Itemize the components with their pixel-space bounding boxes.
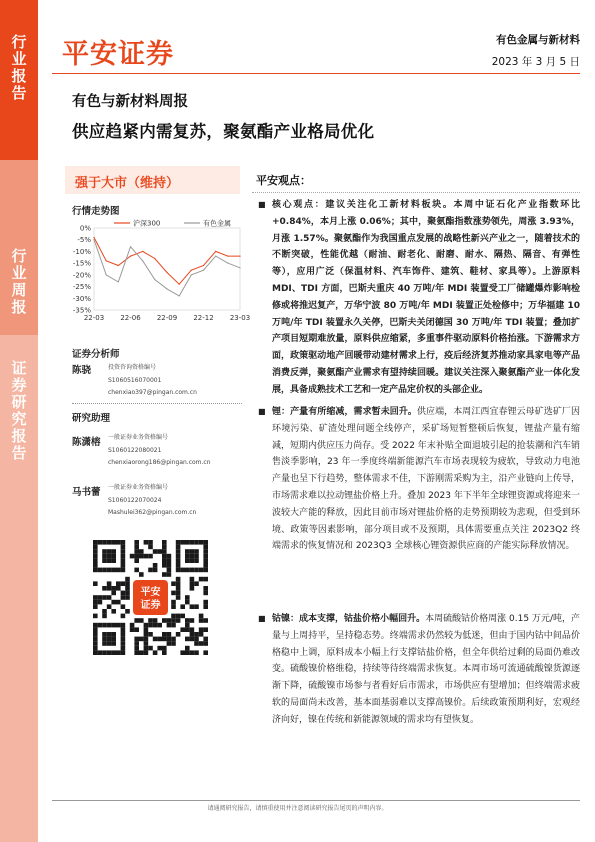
- side-label-securities-research: [0, 335, 38, 842]
- series-point: [203, 270, 204, 271]
- series-point: [191, 270, 192, 271]
- view-paragraph-lithium: [258, 404, 580, 604]
- series-point: [239, 267, 240, 268]
- view-text: 本周硫酸钴价格周涨 0.15 万元/吨，产量与上周持平，呈持稳态势。终端需求仍然较为低迷，但由于国内钴中间品价格稳中上调，原料成本小幅上行支撑钴盐价格，但全年供给过剩的局面仍难改变。硫酸镍价格维稳，持续等待终端需求恢复。本周市场可流通硫酸镍货源逐渐下降，硫酸镍市场参与者看好后市需求，市场供应有望增加；但终端需求疲软的局面尚未改善，基本面基弱难以支撑高镍价。后续政策预期利好，宏观经济向好，镍在传统和新能源领域的需求均有望恢复。: [272, 614, 580, 725]
- view-lead: 锂：产量有所缩减，需求暂未回升。: [272, 407, 417, 417]
- views-title: 平安观点：: [256, 174, 311, 187]
- section-divider: [72, 403, 242, 404]
- report-headline: 供应趋紧内需复苏，聚氨酯产业格局优化: [72, 122, 375, 141]
- series-point: [179, 284, 180, 285]
- legend-label: 有色金属: [203, 219, 231, 228]
- view-body: [272, 404, 580, 555]
- bullet-icon: ■: [258, 407, 266, 416]
- brand-logo: 平安证券: [62, 39, 174, 70]
- assistant-cert-number: S1060122080021: [108, 446, 162, 454]
- analyst-email[interactable]: chenxiao397@pingan.com.cn: [108, 389, 197, 396]
- y-tick-label: 0%: [79, 224, 91, 233]
- series-point: [154, 279, 155, 280]
- series-point: [93, 237, 94, 238]
- qr-logo-text-2: 证券: [140, 600, 161, 611]
- series-point: [203, 265, 204, 266]
- assistant-cert-number: S1060122070024: [108, 496, 162, 504]
- side-strip: [0, 0, 38, 842]
- x-tick-label: 22-06: [120, 314, 141, 322]
- series-point: [227, 256, 228, 257]
- x-tick-label: 23-03: [229, 314, 251, 322]
- series-point: [118, 281, 119, 282]
- y-tick-label: -5%: [77, 236, 91, 245]
- qr-logo-text-1: 平安: [140, 587, 161, 598]
- series-point: [130, 256, 131, 257]
- series-point: [118, 265, 119, 266]
- assistant-email[interactable]: chenxiaorong186@pingan.com.cn: [108, 459, 211, 466]
- series-line: [94, 240, 240, 296]
- view-body: [272, 611, 580, 729]
- assistant-name: 陈潇榕: [72, 437, 101, 448]
- y-tick-label: -35%: [72, 306, 91, 315]
- analyst-info: [108, 362, 197, 400]
- qr-code[interactable]: [93, 540, 208, 655]
- assistant-cert-label: 一般证券业务资格编号: [108, 484, 169, 491]
- trend-chart: [62, 218, 251, 328]
- view-paragraph-cobalt-nickel: [258, 611, 580, 781]
- series-point: [93, 239, 94, 240]
- report-category: 有色金属与新材料: [496, 34, 580, 46]
- assistants-title: 研究助理: [72, 413, 111, 424]
- header-divider: [52, 73, 580, 74]
- y-tick-label: -25%: [72, 283, 91, 292]
- side-label-2: 行业周报: [9, 248, 28, 316]
- side-label-industry-report: [0, 0, 38, 160]
- bullet-icon: ■: [258, 614, 266, 623]
- series-point: [154, 258, 155, 259]
- y-tick-label: -30%: [72, 294, 91, 303]
- chart-title: 行情走势图: [72, 206, 120, 217]
- series-point: [166, 288, 167, 289]
- y-tick-label: -20%: [72, 271, 91, 280]
- x-tick-label: 22-12: [193, 314, 214, 322]
- footer-divider: [52, 800, 580, 801]
- series-point: [215, 251, 216, 252]
- analyst-name: 陈骁: [72, 365, 92, 376]
- series-point: [191, 274, 192, 275]
- x-tick-label: 22-09: [156, 314, 178, 322]
- view-text: 供应端，本周江西宜春锂云母矿选矿厂因环境污染、矿渣处理问题全线停产，采矿场短暂整顿后恢复，锂盐产量有缩减，短期内供应压力尚存。受 2022 年末补贴全面退坡引起的抢装潮和汽车销售淡季影响，23 年一季度终端新能源汽车市场表现较为疲软，导致动力电池产量也呈下行趋势，整体需求不佳，下游刚需采购为主，沿产业链向上传导，市场需求难以拉动锂盐价格上升。叠加 2023 年下半年全球锂资源或将迎来一波较大产能的释放，因此目前市场对锂盐价格的走势预期较为悲观，但受到环境、政策等因素影响，部分项目或不及预期，具体需要重点关注 2023Q2 终端需求的恢复情况和 2023Q3 全球核心锂资源供应商的产能实际释放情况。: [272, 407, 580, 552]
- assistant-name: 马书蕾: [72, 487, 101, 498]
- report-series-title: 有色与新材料周报: [72, 94, 188, 110]
- side-label-weekly: [0, 160, 38, 335]
- series-point: [130, 246, 131, 247]
- series-point: [142, 260, 143, 261]
- header-meta: [492, 29, 580, 73]
- x-tick-label: 22-03: [83, 314, 105, 322]
- analyst-cert-label: 投资咨询资格编号: [108, 364, 157, 371]
- view-body: 核心观点：建议关注化工新材料板块。本周中证石化产业指数环比+0.84%，本月上涨 0.06%；其中，聚氨酯指数涨势领先，周涨 3.93%，月涨 1.57%。聚氨酯作为我国重点发展的战略性新兴产业之一，随着技术的不断突破，性能优越（耐油、耐老化、耐磨、耐水、隔热、隔音、有弹性等），应用广泛（保温材料、汽车饰件、建筑、鞋材、家具等）。上游原料 MDI、TDI 方面，巴斯夫重庆 40 万吨/年 MDI 装置受工厂储罐爆炸影响检修或将推迟复产，万华宁波 80 万吨/年 MDI 装置正处检修中；万华福建 10 万吨/年 TDI 装置永久关停，巴斯夫关闭德国 30 万吨/年 TDI 装置；叠加扩产项目短期难放量，原料供应缩紧，多重事件驱动原料价格抬涨。下游需求方面，政策驱动地产回暖带动建材需求上行，疫后经济复苏推动家具家电等产品消费反弹，聚氨酯产业需求有望持续回暖。建议关注深入聚氨酯产业一体化发展，具备成熟技术工艺和一定产品定价权的头部企业。: [272, 200, 580, 395]
- footer-disclaimer: 请通阅研究报告，请慎重使用并注意阅读研究报告尾页的声明内容。: [207, 805, 388, 812]
- series-point: [227, 263, 228, 264]
- report-date: 2023 年 3 月 5 日: [491, 56, 580, 68]
- series-point: [215, 256, 216, 257]
- side-label-3: 证券研究报告: [9, 360, 28, 462]
- side-label-1: 行业报告: [9, 34, 28, 102]
- plot-frame: [94, 228, 240, 310]
- legend-label: 沪深300: [133, 219, 161, 228]
- series-point: [239, 256, 240, 257]
- assistant-email[interactable]: Mashulei362@pingan.com.cn: [108, 509, 197, 516]
- bullet-icon: ■: [258, 200, 266, 209]
- assistant-info: [108, 432, 211, 470]
- series-point: [179, 295, 180, 296]
- y-tick-label: -15%: [72, 259, 91, 268]
- analysts-title: 证券分析师: [72, 349, 120, 360]
- view-paragraph-core: [258, 197, 580, 395]
- series-point: [166, 272, 167, 273]
- y-tick-label: -10%: [72, 247, 91, 256]
- view-lead: 钴镍：成本支撑，钴盐价格小幅回升。: [272, 614, 426, 624]
- series-point: [106, 260, 107, 261]
- series-point: [106, 274, 107, 275]
- rating-label: 强于大市（维持）: [75, 176, 180, 191]
- analyst-cert-number: S1060516070001: [108, 376, 162, 384]
- series-point: [142, 251, 143, 252]
- assistant-info: [108, 482, 196, 520]
- assistant-cert-label: 一般证券业务资格编号: [108, 434, 169, 441]
- series-line: [94, 237, 240, 284]
- views-divider: [252, 192, 580, 193]
